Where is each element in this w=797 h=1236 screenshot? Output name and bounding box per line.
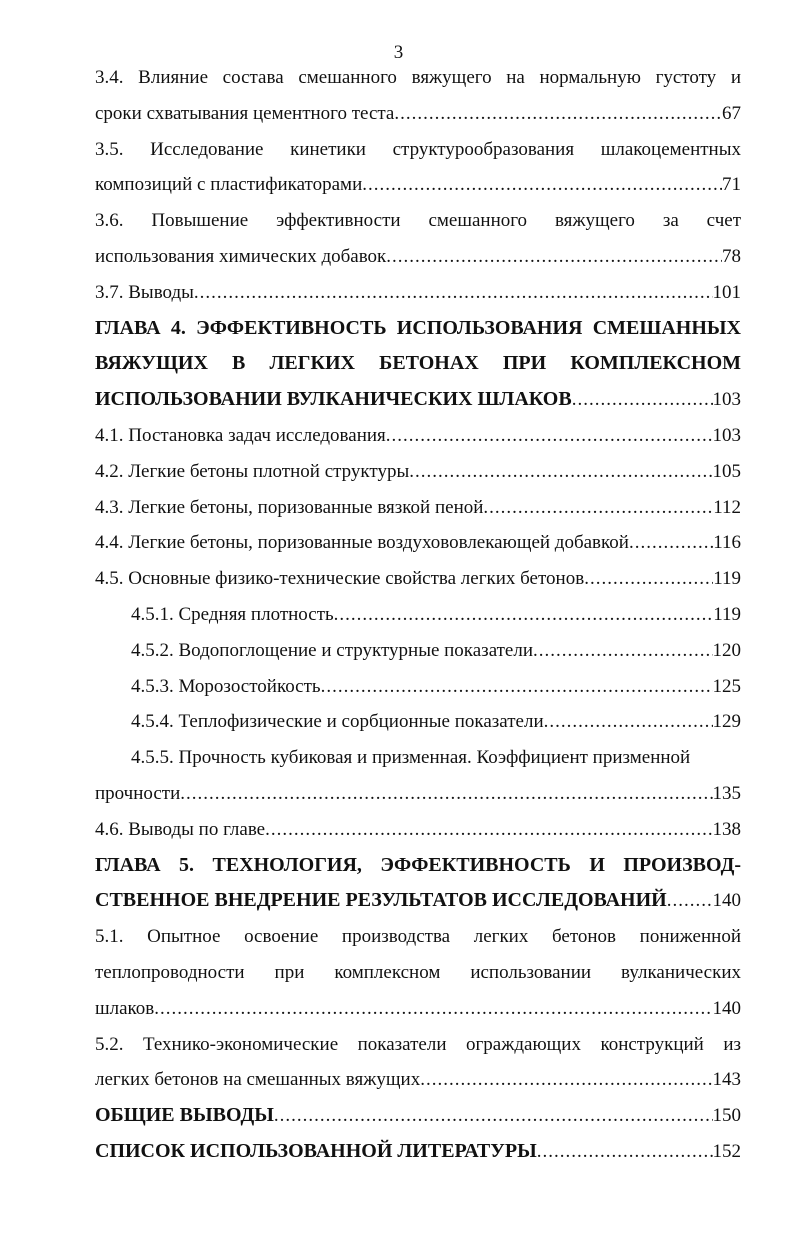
dot-leader [274,1098,713,1134]
toc-entry-4-1[interactable] [95,418,741,454]
toc-entry-5-2[interactable] [95,1062,741,1098]
toc-page: 150 [712,1105,741,1127]
dot-leader [667,883,713,919]
toc-title: прочности [95,782,181,804]
toc-entry-4-6[interactable] [95,812,741,848]
toc-page: 140 [712,997,741,1019]
toc-entry-3-5-line: 3.5. Исследование кинетики структурообразования шлакоцементных [95,138,741,160]
toc-page: 125 [712,675,741,697]
toc-page: 101 [712,281,741,303]
dot-leader [409,454,712,490]
toc-title: СПИСОК ИСПОЛЬЗОВАННОЙ ЛИТЕРАТУРЫ [95,1139,537,1162]
toc-entry-chapter-5[interactable] [95,883,741,919]
toc-entry-4-5-5[interactable] [95,776,741,812]
table-of-contents [95,60,741,1170]
toc-title: 4.1. Постановка задач исследования [95,424,386,446]
chapter-4-heading-line: ГЛАВА 4. ЭФФЕКТИВНОСТЬ ИСПОЛЬЗОВАНИЯ СМЕШАННЫХ [95,316,741,339]
page-number: 3 [393,42,404,63]
toc-title: 4.4. Легкие бетоны, поризованные воздухововлекающей добавкой [95,532,629,554]
toc-page: 67 [722,102,741,124]
toc-page: 71 [722,174,741,196]
toc-entry-4-5-4[interactable] [95,704,741,740]
dot-leader [265,812,712,848]
toc-page: 120 [712,639,741,661]
dot-leader [321,669,713,705]
toc-page: 129 [712,711,741,733]
toc-title: 3.7. Выводы [95,281,194,303]
toc-page: 138 [712,818,741,840]
toc-entry-4-5-5-line: 4.5.5. Прочность кубиковая и призменная. Коэффициент призменной [131,747,691,769]
toc-page: 119 [713,603,741,625]
toc-page: 103 [712,389,741,411]
dot-leader [533,633,712,669]
dot-leader [394,96,722,132]
dot-leader [584,561,713,597]
toc-entry-3-6[interactable] [95,239,741,275]
dot-leader [629,525,713,561]
toc-entry-4-5-3[interactable] [95,669,741,705]
toc-title: 4.2. Легкие бетоны плотной структуры [95,460,410,482]
toc-entry-3-4[interactable] [95,96,741,132]
toc-entry-4-5[interactable] [95,561,741,597]
toc-entry-4-4[interactable] [95,525,741,561]
toc-title: ИСПОЛЬЗОВАНИИ ВУЛКАНИЧЕСКИХ ШЛАКОВ [95,388,572,411]
toc-page: 119 [713,568,741,590]
toc-entry-4-5-1[interactable] [95,597,741,633]
toc-entry-chapter-4[interactable] [95,382,741,418]
toc-page: 143 [712,1069,741,1091]
dot-leader [362,167,722,203]
toc-entry-4-2[interactable] [95,454,741,490]
toc-entry-4-3[interactable] [95,490,741,526]
toc-title: 4.3. Легкие бетоны, поризованные вязкой пеной [95,496,484,518]
toc-entry-5-2-line: 5.2. Технико-экономические показатели ограждающих конструкций из [95,1033,741,1055]
toc-title: шлаков [95,997,155,1019]
toc-title: 4.5.2. Водопоглощение и структурные показатели [131,639,534,661]
toc-entry-references[interactable] [95,1134,741,1170]
toc-page: 103 [712,424,741,446]
dot-leader [572,382,713,418]
toc-title: ОБЩИЕ ВЫВОДЫ [95,1104,274,1127]
toc-title: композиций с пластификаторами [95,174,363,196]
toc-page: 140 [712,890,741,912]
toc-title: использования химических добавок [95,245,387,267]
toc-title: 4.5.4. Теплофизические и сорбционные показатели [131,711,544,733]
toc-page: 78 [722,245,741,267]
toc-title: сроки схватывания цементного теста [95,102,395,124]
toc-page: 135 [712,782,741,804]
toc-entry-3-4-line: 3.4. Влияние состава смешанного вяжущего на нормальную густоту и [95,67,741,88]
toc-title: 4.5.3. Морозостойкость [131,675,321,697]
toc-title: СТВЕННОЕ ВНЕДРЕНИЕ РЕЗУЛЬТАТОВ ИССЛЕДОВАНИЙ [95,889,667,912]
toc-title: легких бетонов на смешанных вяжущих [95,1069,421,1091]
toc-title: 4.5.1. Средняя плотность [131,603,334,625]
dot-leader [154,991,712,1027]
toc-page: 116 [713,532,741,554]
toc-entry-3-6-line: 3.6. Повышение эффективности смешанного вяжущего за счет [95,210,741,232]
dot-leader [483,490,713,526]
dot-leader [537,1134,713,1170]
toc-entry-5-1[interactable] [95,991,741,1027]
dot-leader [544,704,713,740]
chapter-5-heading-line: ГЛАВА 5. ТЕХНОЛОГИЯ, ЭФФЕКТИВНОСТЬ И ПРОИЗВОД- [95,853,741,876]
dot-leader [180,776,712,812]
toc-page: 112 [713,496,741,518]
toc-entry-conclusions[interactable] [95,1098,741,1134]
toc-entry-4-5-2[interactable] [95,633,741,669]
chapter-4-heading-line: ВЯЖУЩИХ В ЛЕГКИХ БЕТОНАХ ПРИ КОМПЛЕКСНОМ [95,352,741,375]
toc-title: 4.5. Основные физико-технические свойства легких бетонов [95,568,585,590]
toc-title: 4.6. Выводы по главе [95,818,266,840]
toc-entry-5-1-line: 5.1. Опытное освоение производства легких бетонов пониженной [95,926,741,948]
toc-entry-5-1-line: теплопроводности при комплексном использовании вулканических [95,961,741,983]
dot-leader [420,1062,712,1098]
dot-leader [194,275,713,311]
dot-leader [386,239,722,275]
dot-leader [386,418,713,454]
toc-page: 105 [712,460,741,482]
toc-entry-3-5[interactable] [95,167,741,203]
toc-entry-3-7[interactable] [95,275,741,311]
dot-leader [334,597,714,633]
toc-page: 152 [712,1140,741,1162]
